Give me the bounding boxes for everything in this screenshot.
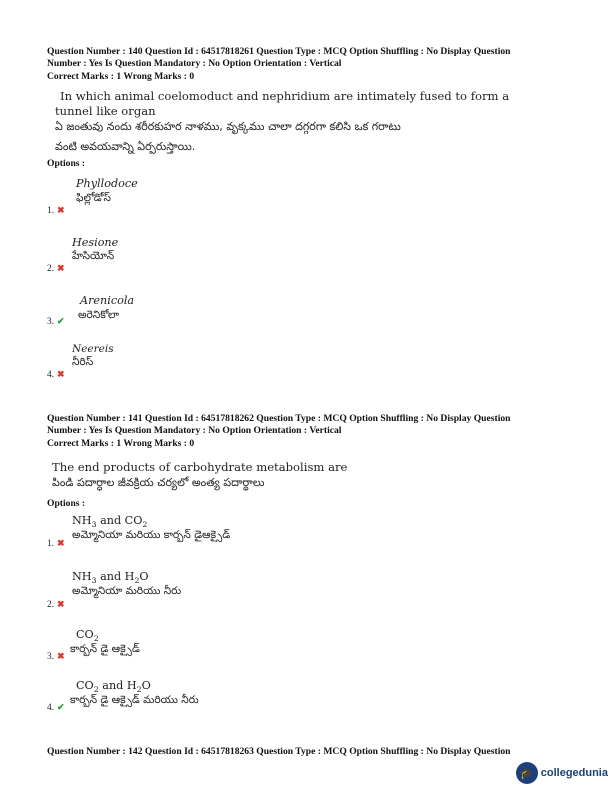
option-1-te: ఫిల్లోడోస్ [76,192,111,204]
option-4-number: 4. ✖ [47,369,65,380]
check-icon: ✔ [57,316,65,326]
question-text-en: In which animal coelomoduct and nephridium are intimately fused to form a [60,89,510,103]
cross-icon: ✖ [57,538,65,548]
options-label: Options : [47,158,86,169]
option-1-number: 1. ✖ [47,538,65,549]
question-text-te: ఏ జంతువు నందు శరీరకుహర నాళము, వృక్కము చాలా దగ్గరగా కలిసి ఒక గరాటు [55,120,401,133]
question-meta-line-1: Question Number : 142 Question Id : 64517818263 Question Type : MCQ Option Shuffling : No Display Question [47,746,511,757]
option-4-en: Neereis [72,343,114,355]
question-meta-line-2: Number : Yes Is Question Mandatory : No Option Orientation : Vertical [47,58,342,69]
logo-text: collegedunia [540,767,608,779]
question-meta-line-1: Question Number : 141 Question Id : 64517818262 Question Type : MCQ Option Shuffling : No Display Question [47,413,511,424]
check-icon: ✔ [57,702,65,712]
option-3-te: అరెనికోలా [78,309,120,321]
question-text-en-cont: tunnel like organ [55,104,156,118]
option-2-number: 2. ✖ [47,599,65,610]
question-text-en: The end products of carbohydrate metabolism are [52,460,348,474]
cross-icon: ✖ [57,651,65,661]
cap-icon: 🎓 [516,762,538,784]
cross-icon: ✖ [57,263,65,273]
option-2-te: హేసియోన్ [72,250,115,262]
cross-icon: ✖ [57,205,65,215]
options-label: Options : [47,498,86,509]
option-1-number: 1. ✖ [47,205,65,216]
option-1-en: $NH_3$ and $CO_2$ [72,514,148,530]
option-4-en: $CO_2$ and $H_2O$ [76,679,151,695]
collegedunia-logo [516,762,608,784]
question-meta-line-1: Question Number : 140 Question Id : 64517818261 Question Type : MCQ Option Shuffling : No Display Question [47,46,511,57]
question-meta-line-2: Number : Yes Is Question Mandatory : No Option Orientation : Vertical [47,425,342,436]
option-4-number: 4. ✔ [47,702,65,713]
option-3-te: కార్బన్ డై ఆక్సైడ్ [70,643,140,655]
option-2-number: 2. ✖ [47,263,65,274]
option-3-en: Arenicola [80,294,135,307]
question-text-te: పిండి పదార్ధాల జీవక్రియ చర్యలో అంత్య పదార్థాలు [52,476,265,489]
question-marks: Correct Marks : 1 Wrong Marks : 0 [47,71,195,82]
option-4-te: కార్బన్ డై ఆక్సైడ్ మరియు నీరు [70,694,199,706]
cross-icon: ✖ [57,599,65,609]
option-3-en: $CO_2$ [76,628,99,644]
option-1-en: Phyllodoce [76,177,138,190]
option-2-te: అమ్మోనియా మరియు నీరు [72,585,182,597]
option-4-te: నీరిస్ [72,356,94,368]
question-marks: Correct Marks : 1 Wrong Marks : 0 [47,438,195,449]
option-2-en: $NH_3$ and $H_2O$ [72,570,149,586]
option-3-number: 3. ✖ [47,651,65,662]
option-1-te: అమ్మోనియా మరియు కార్బన్ డైఆక్సైడ్ [72,529,231,541]
option-2-en: Hesione [72,236,119,249]
question-text-te-cont: వంటి అవయవాన్ని ఏర్పరుస్తాయి. [55,140,196,153]
cross-icon: ✖ [57,369,65,379]
option-3-number: 3. ✔ [47,316,65,327]
